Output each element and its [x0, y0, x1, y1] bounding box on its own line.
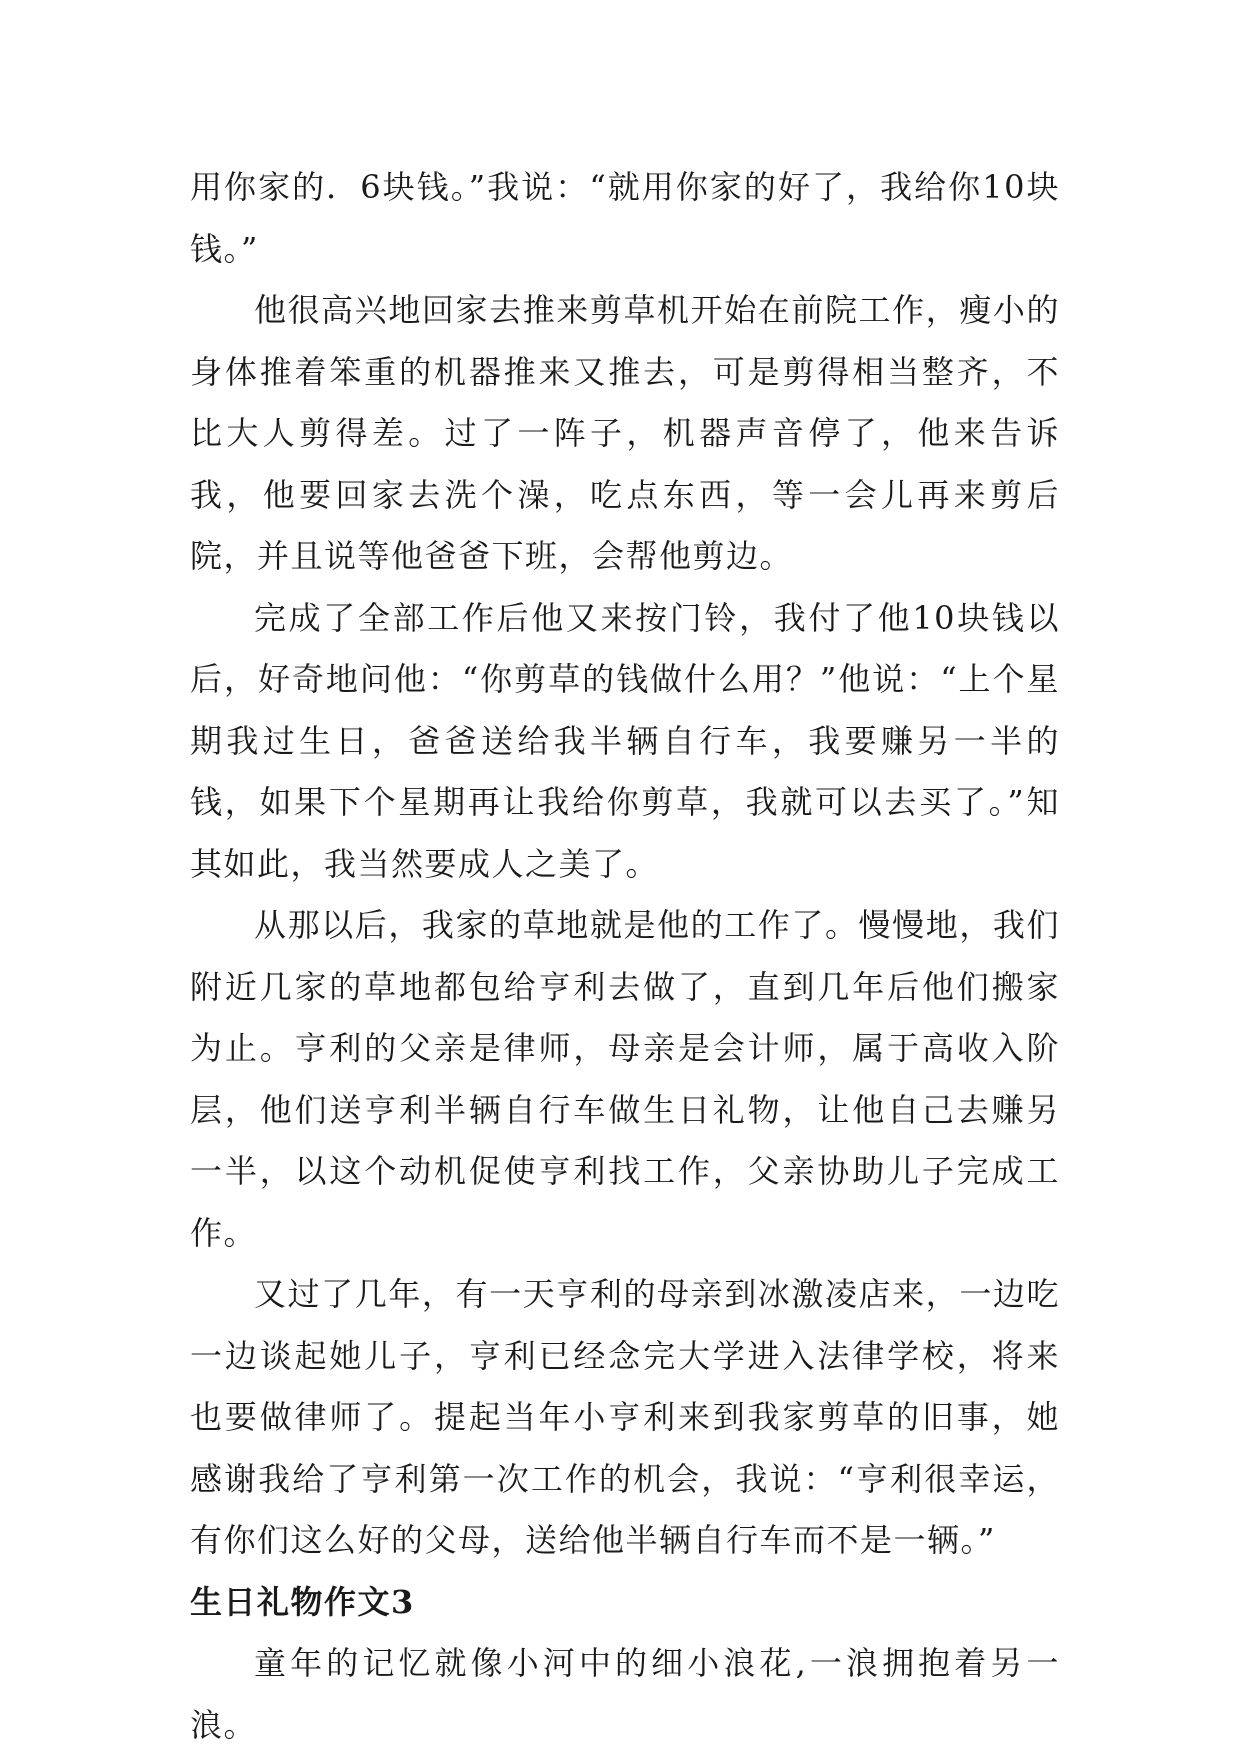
paragraph-4: 从那以后，我家的草地就是他的工作了。慢慢地，我们附近几家的草地都包给亨利去做了，直到几年后他们搬家为止。亨利的父亲是律师，母亲是会计师，属于高收入阶层，他们送亨利半辆自行车做生日礼物，让他自己去赚另一半，以这个动机促使亨利找工作，父亲协助儿子完成工作。 — [190, 906, 1060, 1252]
section-paragraph-1: 童年的记忆就像小河中的细小浪花,一浪拥抱着另一浪。 — [190, 1644, 1060, 1744]
section-heading: 生日礼物作文3 — [190, 1582, 415, 1621]
paragraph-1: 用你家的．6块钱。”我说：“就用你家的好了，我给你10块钱。” — [190, 168, 1060, 268]
paragraph-3: 完成了全部工作后他又来按门铃，我付了他10块钱以后，好奇地问他：“你剪草的钱做什么用？”他说：“上个星期我过生日，爸爸送给我半辆自行车，我要赚另一半的钱，如果下个星期再让我给你剪草，我就可以去买了。”知其如此，我当然要成人之美了。 — [190, 598, 1060, 883]
document-body — [190, 157, 1060, 1756]
paragraph-5: 又过了几年，有一天亨利的母亲到冰激凌店来，一边吃一边谈起她儿子，亨利已经念完大学进入法律学校，将来也要做律师了。提起当年小亨利来到我家剪草的旧事，她感谢我给了亨利第一次工作的机会，我说：“亨利很幸运，有你们这么好的父母，送给他半辆自行车而不是一辆。” — [190, 1275, 1060, 1559]
paragraph-2: 他很高兴地回家去推来剪草机开始在前院工作，瘦小的身体推着笨重的机器推来又推去，可是剪得相当整齐，不比大人剪得差。过了一阵子，机器声音停了，他来告诉我，他要回家去洗个澡，吃点东西，等一会儿再来剪后院，并且说等他爸爸下班，会帮他剪边。 — [190, 291, 1060, 575]
